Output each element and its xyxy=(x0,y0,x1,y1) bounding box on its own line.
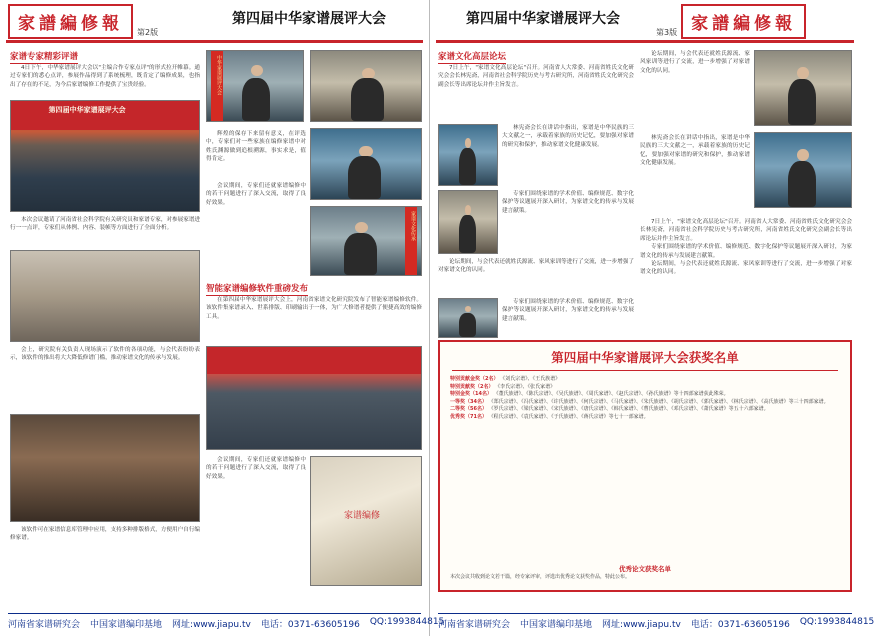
page-title: 第四届中华家谱展评大会 xyxy=(232,11,386,27)
masthead-title: 家譜編修報 xyxy=(681,4,806,39)
award-category-text: 《程氏宗谱》、《袁氏家谱》、《于氏族谱》、《蒋氏宗谱》等七十一部家谱。 xyxy=(488,413,649,420)
paragraph: 论坛期间，与会代表还就姓氏源流、家风家训等进行了交流，进一步增强了对家谱文化的认同。 xyxy=(640,261,852,276)
software-book-photo xyxy=(310,456,422,586)
article-body xyxy=(206,296,422,340)
footer-phone: 电话：0371-63605196 xyxy=(260,620,360,630)
edition-number: 第2版 xyxy=(137,28,159,37)
article-body xyxy=(10,216,200,246)
paragraph: 专家们围绕家谱的学术价值、编修规范、数字化保护等议题展开深入研讨，为家谱文化的传承与发展建言献策。 xyxy=(640,244,852,259)
software-demo-photo xyxy=(10,414,200,522)
left-masthead xyxy=(8,4,158,38)
award-category xyxy=(450,399,840,407)
article-body xyxy=(438,64,634,120)
figure-head xyxy=(465,205,472,215)
paragraph: 论坛期间，与会代表还就姓氏源流、家风家训等进行了交流，进一步增强了对家谱文化的认同。 xyxy=(438,259,634,274)
book-title: 家谱编修 xyxy=(344,511,381,522)
speaker-photo xyxy=(310,128,422,200)
edition-number: 第3版 xyxy=(656,28,678,37)
article-body xyxy=(502,124,634,186)
paragraph: 7日上午，"家谱文化高层论坛"召开。河南省人大常委、河南省姓氏文化研究会会长林宪斋，河南省社会科学院历史与考古研究所，河南省姓氏文化研究会副会长等出席论坛并作主旨发言。 xyxy=(640,219,852,242)
software-release-photo xyxy=(206,346,422,450)
speaker-photo xyxy=(754,50,852,126)
footer-qq: QQ:1993844815 xyxy=(369,617,445,627)
award-category-text: 《刘氏宗谱》、《王氏族谱》 xyxy=(500,376,561,382)
speaker-photo xyxy=(310,50,422,122)
paragraph: 专家们围绕家谱的学术价值、编修规范、数字化保护等议题展开深入研讨，为家谱文化的传承与发展建言献策。 xyxy=(502,299,634,322)
award-category-text: 《董氏族谱》、《陈氏宗谱》、《吴氏族谱》、《周氏家谱》、《赵氏宗谱》、《孙氏族谱》等十四部家谱获此殊荣。 xyxy=(493,391,729,397)
award-category xyxy=(450,384,840,392)
section-heading: 家谱文化高层论坛 xyxy=(438,52,507,62)
figure xyxy=(788,161,817,207)
figure xyxy=(459,148,476,185)
speaker-photo xyxy=(438,298,498,338)
footer-phone: 电话：0371-63605196 xyxy=(690,620,790,630)
article-body xyxy=(10,346,200,410)
award-categories xyxy=(450,376,840,421)
page-title: 第四届中华家谱展评大会 xyxy=(466,11,620,27)
figure-head xyxy=(251,65,263,76)
stage-banner xyxy=(207,347,421,374)
paragraph: 该软件可在家谱信息库管理中应用，支持多种排版格式，方便用户自行编修家谱。 xyxy=(10,527,201,542)
vertical-banner: 中华家谱展评大会 xyxy=(211,51,223,121)
paragraph: 在第四届中华家谱展评大会上，河南省家谱文化研究院发布了智能家谱编修软件。该软件集家谱录入、世系排版、印刷输出于一体，为广大修谱者提供了便捷高效的编修工具。 xyxy=(206,297,422,320)
footer-qq: QQ:1993844815 xyxy=(799,617,874,627)
paragraph: 林宪斋会长在讲话中指出，家谱是中华民族的三大文献之一，承载着家族的历史记忆，要加强对家谱的研究和保护，推动家谱文化健康发展。 xyxy=(502,125,634,148)
section-heading: 智能家谱编修软件重磅发布 xyxy=(206,284,309,294)
article-body xyxy=(438,258,634,294)
figure xyxy=(788,79,817,125)
figure xyxy=(459,313,476,337)
article-body xyxy=(10,526,200,604)
award-category xyxy=(450,376,840,384)
speaker-photo xyxy=(754,132,852,208)
article-body xyxy=(206,182,306,272)
award-category xyxy=(450,406,840,414)
figure-head xyxy=(355,222,368,233)
speaker-photo xyxy=(438,124,498,186)
article-body xyxy=(502,190,634,254)
paper-award-heading: 优秀论文获奖名单 xyxy=(619,565,671,573)
masthead-title: 家譜編修報 xyxy=(8,4,133,39)
right-masthead xyxy=(656,4,806,38)
footer-org: 河南省家谱研究会 xyxy=(8,620,81,630)
article-body xyxy=(10,64,200,98)
article-body xyxy=(502,298,634,338)
footer xyxy=(438,613,874,630)
award-divider xyxy=(452,370,838,371)
article-body xyxy=(206,456,306,606)
figure-head xyxy=(797,149,809,161)
paragraph: 本次会议邀请了河南省社会科学院有关研究员和家谱专家，对参展家谱进行一一点评，专家们从体例、内容、装帧等方面进行了全面分析。 xyxy=(10,217,201,232)
award-category xyxy=(450,414,840,422)
paragraph: 7日上午，"家谱文化高层论坛"召开。河南省人大常委、河南省姓氏文化研究会会长林宪斋，河南省社会科学院历史与考古研究所，河南省姓氏文化研究会副会长等出席论坛并作主旨发言。 xyxy=(438,65,634,88)
award-category-label: 一等奖（34名） xyxy=(450,398,487,405)
paper-award-text: 本次会议共收到论文若干篇，经专家评审，评选出优秀论文获奖作品，特此公布。 xyxy=(450,574,631,580)
footer-url[interactable]: 网址:www.jiapu.tv xyxy=(602,620,681,630)
figure-head xyxy=(797,67,809,79)
speaker-photo xyxy=(206,50,304,122)
footer-base: 中国家谱编印基地 xyxy=(90,620,163,630)
paragraph: 论坛期间，与会代表还就姓氏源流、家风家训等进行了交流，进一步增强了对家谱文化的认同。 xyxy=(640,51,750,74)
article-body xyxy=(206,130,306,178)
award-category-text: 《李氏宗谱》、《张氏家谱》 xyxy=(495,383,556,390)
header-rule xyxy=(6,40,423,43)
paragraph: 会议期间，专家们还就家谱编修中的若干问题进行了深入交流，取得了良好效果。 xyxy=(206,183,306,206)
footer xyxy=(8,613,445,630)
paragraph: 林宪斋会长在讲话中指出，家谱是中华民族的三大文献之一，承载着家族的历史记忆，要加强对家谱的研究和保护，推动家谱文化健康发展。 xyxy=(640,135,750,167)
award-category-label: 特别贡献奖（2名） xyxy=(450,383,494,390)
paragraph: 辉煌的保存下来留有意义，在评选中，专家们对一些家族在编修家谱中对姓氏渊源做到追根溯源，事实求是，值得肯定。 xyxy=(206,131,306,163)
award-category-text: 《罗氏宗谱》、《梁氏家谱》、《宋氏族谱》、《唐氏宗谱》、《韩氏家谱》、《曹氏族谱》、《邓氏宗谱》、《萧氏家谱》等五十六部家谱。 xyxy=(488,406,769,412)
award-category-label: 特别金奖（14名） xyxy=(450,391,492,397)
article-body xyxy=(640,134,750,214)
award-category-label: 优秀奖（71名） xyxy=(450,413,487,420)
vertical-banner: 家谱文化传承 xyxy=(405,207,417,275)
banner-text: 第四届中华家谱展评大会 xyxy=(48,106,126,115)
footer-base: 中国家谱编印基地 xyxy=(520,620,593,630)
footer-org: 河南省家谱研究会 xyxy=(438,620,511,630)
figure xyxy=(242,78,271,121)
award-category xyxy=(450,391,840,399)
paragraph: 会上，研究院有关负责人现场演示了软件的各项功能，与会代表纷纷表示，该软件的推出将大大降低修谱门槛，推动家谱文化的传承与发展。 xyxy=(10,347,200,362)
award-category-label: 特别贡献金奖（2名） xyxy=(450,376,499,382)
figure xyxy=(351,78,384,121)
paragraph: 专家们围绕家谱的学术价值、编修规范、数字化保护等议题展开深入研讨，为家谱文化的传承与发展建言献策。 xyxy=(502,191,634,214)
header-rule xyxy=(436,40,854,43)
article-body xyxy=(640,218,852,336)
article-body xyxy=(640,50,750,130)
footer-url[interactable]: 网址:www.jiapu.tv xyxy=(172,620,251,630)
figure xyxy=(459,215,476,253)
award-category-text: 《郑氏宗谱》、《冯氏家谱》、《许氏族谱》、《何氏宗谱》、《马氏家谱》、《朱氏族谱》、《胡氏宗谱》、《郭氏家谱》、《林氏宗谱》、《高氏族谱》等三十四部家谱。 xyxy=(488,398,829,405)
figure-head xyxy=(465,138,472,148)
paragraph: 4日下午，中华家谱展评大会以"主编合作专家点评"的形式拉开帷幕。通过专家们的悉心点评，参展作品得到了系统梳理，既肯定了编修成果，也指出了存在的不足，为今后家谱编修工作提供了宝贵经验。 xyxy=(10,65,200,88)
speaker-photo xyxy=(438,190,498,254)
figure xyxy=(348,156,381,199)
conference-hall-photo xyxy=(10,100,200,212)
section-heading: 家谱专家精彩评谱 xyxy=(10,52,79,62)
award-title: 第四届中华家谱展评大会获奖名单 xyxy=(551,350,739,365)
award-category-label: 二等奖（56名） xyxy=(450,406,487,412)
award-list-box xyxy=(438,340,852,592)
figure xyxy=(344,233,377,275)
paragraph: 会议期间，专家们还就家谱编修中的若干问题进行了深入交流，取得了良好效果。 xyxy=(206,457,306,480)
speaker-photo xyxy=(310,206,422,276)
group-photo xyxy=(10,250,200,342)
figure-head xyxy=(465,306,472,312)
